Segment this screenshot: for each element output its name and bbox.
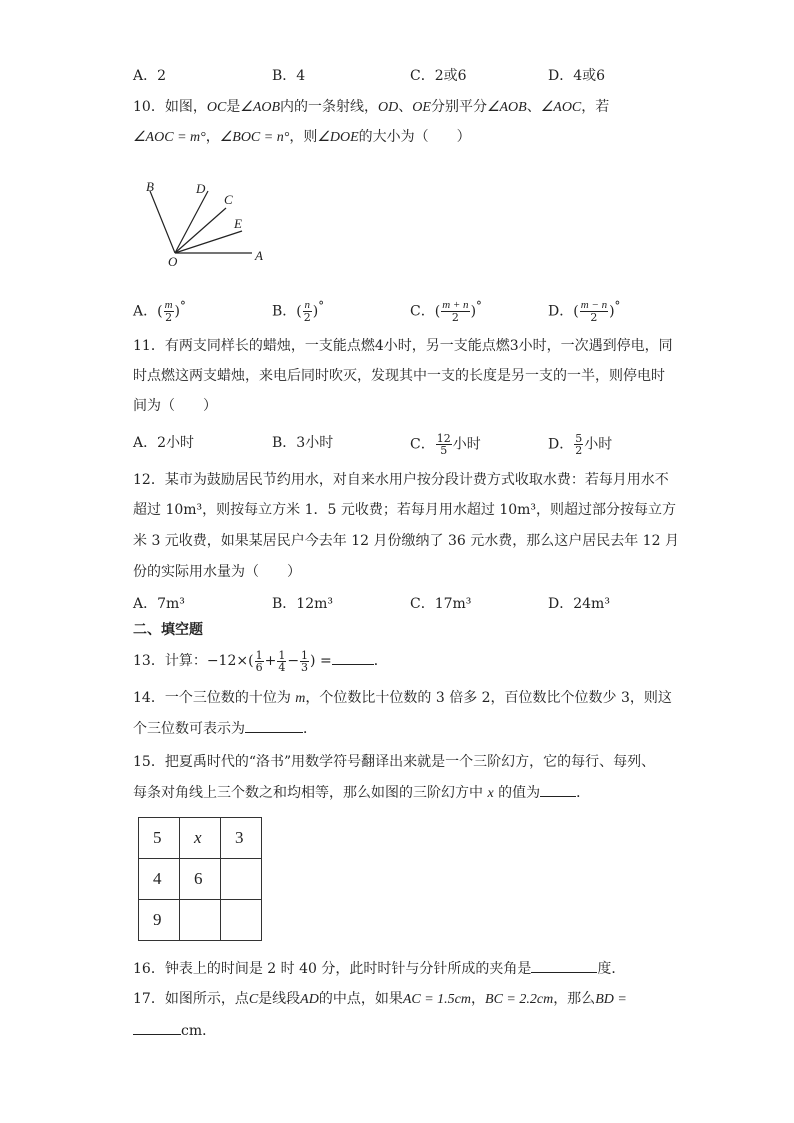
q12-line3: 米 3 元收费，如果某居民户今去年 12 月份缴纳了 36 元水费，那么这户居民去年 12 月 <box>133 533 679 549</box>
magic-cell <box>221 859 262 900</box>
q11-option-d: D． $\frac{5}{2}$ 小时 <box>548 432 613 457</box>
q12-option-c: C．17m³ <box>410 596 472 612</box>
magic-cell: 4 <box>139 859 180 900</box>
magic-row <box>139 900 262 941</box>
q14-line2: 个三位数可表示为 ． <box>133 718 317 739</box>
q10-option-a: A．( $\frac{m}{2}$ )° <box>133 299 186 325</box>
q12-option-b: B．12m³ <box>272 596 333 612</box>
label-e: E <box>234 216 242 231</box>
label-c: C <box>224 192 233 207</box>
q10-line2: ∠AOC = m°，∠BOC = n°，则∠DOE的大小为（ ） <box>133 129 471 145</box>
q11-option-c: C． $\frac{12}{5}$ 小时 <box>410 432 481 457</box>
ray-oc <box>175 208 226 253</box>
q10-option-c: C．( $\frac{m + n}{2}$ )° <box>410 299 482 325</box>
q12-line4: 份的实际用水量为（ ） <box>133 564 301 580</box>
q10-option-b: B．( $\frac{n}{2}$ )° <box>272 299 325 325</box>
q9-option-a: A．2 <box>133 68 167 84</box>
q11-line1: 11．有两支同样长的蜡烛，一支能点燃4小时，另一支能点燃3小时，一次遇到停电，同 <box>133 338 673 354</box>
q10-option-d: D．( $\frac{m - n}{2}$ )° <box>548 299 621 325</box>
magic-cell: 6 <box>180 859 221 900</box>
angle-figure <box>130 175 270 270</box>
q15-answer-blank[interactable] <box>540 782 576 797</box>
q11-option-a: A．2小时 <box>133 435 195 451</box>
magic-cell: 9 <box>139 900 180 941</box>
q15-line1: 15．把夏禹时代的“洛书”用数学符号翻译出来就是一个三阶幻方，它的每行、每列、 <box>133 754 656 770</box>
q12-line2: 超过 10m³，则按每立方米 1．5 元收费；若每月用水超过 10m³，则超过部分按每立方 <box>133 502 677 518</box>
q9-option-c: C．2或6 <box>410 68 467 84</box>
q17-line1: 17．如图所示，点C是线段AD的中点，如果AC = 1.5cm，BC = 2.2cm，那么BD = <box>133 991 627 1007</box>
magic-row <box>139 818 262 859</box>
q9-option-b: B．4 <box>272 68 306 84</box>
q11-line2: 时点燃这两支蜡烛，来电后同时吹灭，发现其中一支的长度是另一支的一半，则停电时 <box>133 368 665 384</box>
q16-answer-blank[interactable] <box>531 958 597 973</box>
q12-option-d: D．24m³ <box>548 596 610 612</box>
q14-line1: 14．一个三位数的十位为 m，个位数比十位数的 3 倍多 2，百位数比个位数少 3，则这 <box>133 690 672 706</box>
ray-ob <box>150 191 175 253</box>
q17-line2: cm． <box>133 1020 216 1041</box>
q12-option-a: A．7m³ <box>133 596 185 612</box>
magic-cell <box>180 900 221 941</box>
q9-option-d: D．4或6 <box>548 68 606 84</box>
label-o: O <box>168 254 178 269</box>
section-title: 二、填空题 <box>133 622 203 638</box>
magic-row <box>139 859 262 900</box>
label-d: D <box>196 181 206 196</box>
magic-cell <box>221 900 262 941</box>
magic-cell: x <box>180 818 221 859</box>
magic-cell: 5 <box>139 818 180 859</box>
q15-line2: 每条对角线上三个数之和均相等，那么如图的三阶幻方中 x 的值为 ． <box>133 782 590 804</box>
magic-cell: 3 <box>221 818 262 859</box>
label-a: A <box>255 248 263 263</box>
q10-line1: 10．如图，OC是∠AOB内的一条射线，OD、OE分别平分∠AOB、∠AOC，若 <box>133 99 610 115</box>
q14-answer-blank[interactable] <box>245 718 303 733</box>
magic-square <box>138 817 262 941</box>
label-b: B <box>146 179 154 194</box>
q13-answer-blank[interactable] <box>332 650 374 665</box>
q13: 13．计算：−12×( $\frac{1}{6}$ + $\frac{1}{4}$ − $\frac{1}{3}$ ) = ． <box>133 648 388 674</box>
q11-option-b: B．3小时 <box>272 435 334 451</box>
q16: 16．钟表上的时间是 2 时 40 分，此时时针与分针所成的夹角是 度． <box>133 958 625 979</box>
q17-answer-blank[interactable] <box>133 1020 181 1035</box>
q12-line1: 12．某市为鼓励居民节约用水，对自来水用户按分段计费方式收取水费：若每月用水不 <box>133 472 669 488</box>
q11-line3: 间为（ ） <box>133 398 217 414</box>
